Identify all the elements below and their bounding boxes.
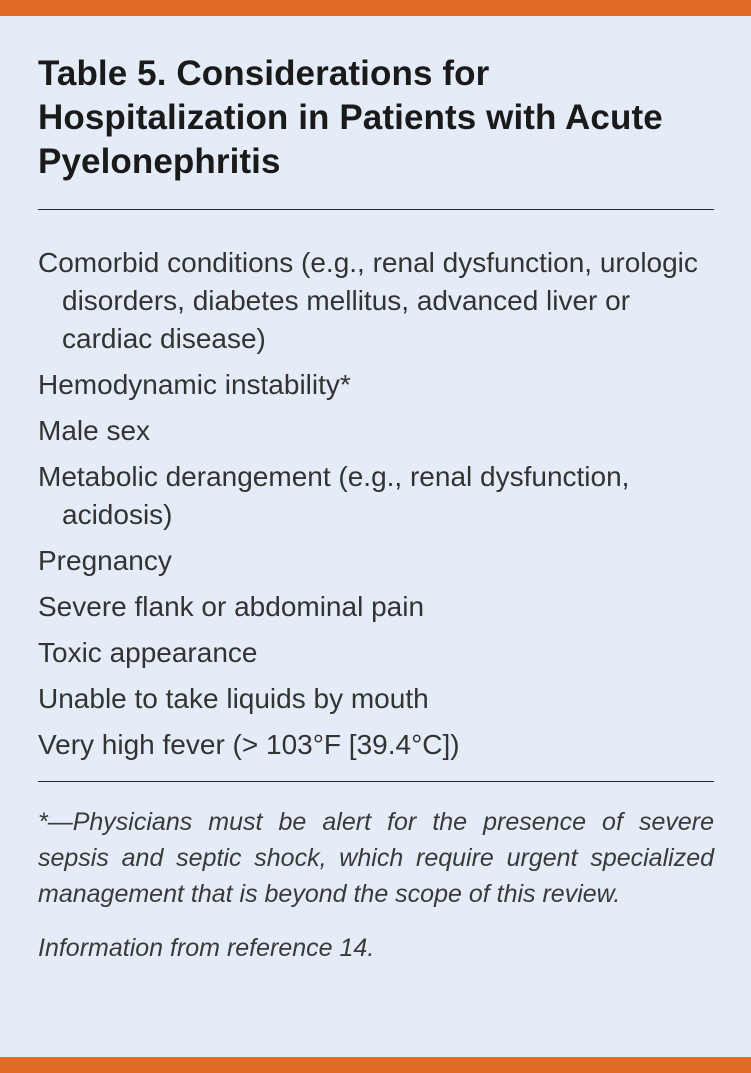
footnote: *—Physicians must be alert for the presence of severe sepsis and septic shock, which require urgent specialized management that is beyond the scope of this review. [38,808,714,908]
list-item: Pregnancy [38,545,172,576]
list-item: Male sex [38,415,151,446]
table-title: Table 5. Considerations for Hospitalization in Patients with Acute Pyelonephritis [38,54,663,181]
list-item: Hemodynamic instability* [38,369,351,400]
list-item: Severe flank or abdominal pain [38,591,425,622]
list-item: Metabolic derangement (e.g., renal dysfunction, acidosis) [38,461,630,530]
list-item: Unable to take liquids by mouth [38,683,429,714]
bottom-divider [38,781,714,782]
list-item: Comorbid conditions (e.g., renal dysfunction, urologic disorders, diabetes mellitus, advanced liver or cardiac disease) [38,247,698,354]
source-note: Information from reference 14. [38,934,375,962]
list-item: Very high fever (> 103°F [39.4°C]) [38,729,460,760]
top-divider [38,209,714,210]
bottom-accent-bar [0,1057,751,1073]
table-panel [38,52,714,966]
considerations-list [38,244,714,764]
list-item: Toxic appearance [38,637,258,668]
top-accent-bar [0,0,751,16]
